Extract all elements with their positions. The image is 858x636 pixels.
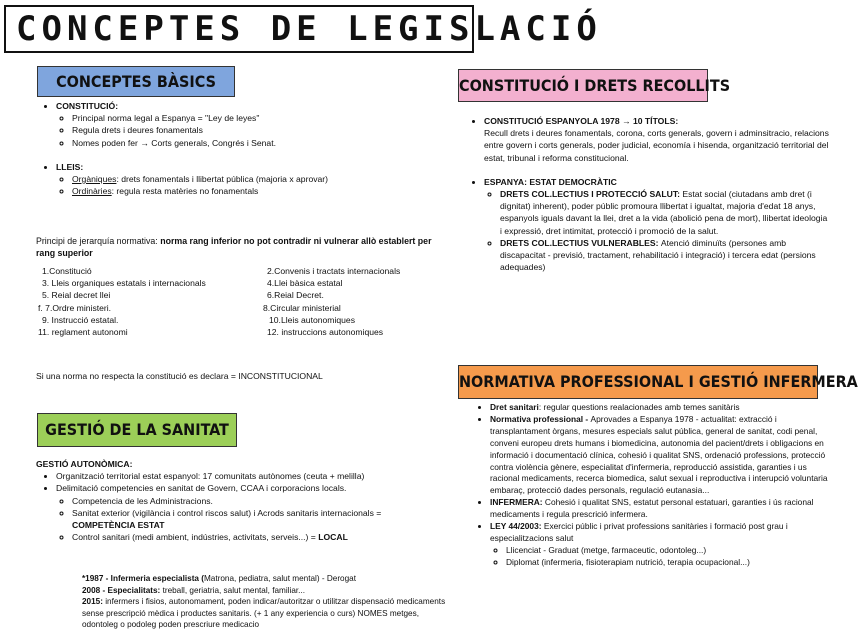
normativa-list: [476, 402, 838, 569]
list-item: • Organització territorial estat espanyol: 17 comunitats autònomes (ceuta + melilla): [56, 470, 456, 482]
ley-sublist: [490, 545, 838, 569]
item-bold: LEY 44/2003:: [490, 521, 544, 532]
hierarchy-cell: 9. Instrucció estatal.: [42, 314, 119, 325]
list-item: [56, 100, 452, 149]
item-bold: Dret sanitari: [490, 402, 539, 412]
list-item: ◦ Nomes poden fer → Corts generals, Congrés i Senat.: [72, 137, 452, 149]
hierarchy-cell: 6.Reial Decret.: [267, 290, 324, 301]
hierarchy-row: [38, 265, 458, 277]
section-header-constitucio-drets: CONSTITUCIÓ I DRETS RECOLLITS: [458, 69, 708, 102]
competencia-estat: COMPETÈNCIA ESTAT: [72, 520, 165, 531]
list-item: [490, 414, 838, 497]
conceptes-basics-content: [42, 100, 452, 197]
hierarchy-cell: 3. Lleis organiques estatals i internacionals: [42, 278, 206, 289]
lleis-label: LLEIS:: [56, 161, 84, 172]
gestio-autonomica-label: GESTIÓ AUTONÒMICA:: [36, 459, 133, 469]
list-item: ◦ Diplomat (infermeria, fisioterapiam nutrició, terapia ocupacional...): [506, 557, 838, 569]
list-item: [56, 482, 456, 543]
constitucio-sublist: [56, 112, 452, 149]
normativa-content: [476, 402, 838, 569]
list-item: [484, 176, 830, 274]
hierarchy-cell: 2.Convenis i tractats internacionals: [267, 266, 401, 276]
hierarchy-table: [38, 265, 458, 338]
constitucio-list: [470, 115, 830, 164]
note-line: [82, 585, 454, 597]
hierarchy-cell: 5. Reial decret llei: [42, 290, 111, 301]
note-bold: 2015:: [82, 597, 106, 607]
item-bold: Normativa professional -: [490, 413, 591, 424]
note-text: Matrona, pediatra, salut mental) - Derogat: [203, 574, 356, 583]
list-item: [490, 521, 838, 569]
drets-label: DRETS COL.LECTIUS I PROTECCIÓ SALUT:: [500, 189, 683, 200]
control-sanitari-text: Control sanitari (medi ambient, indústries, activitats, serveis...) =: [72, 532, 319, 543]
hierarchy-row: [38, 289, 458, 301]
organiques-text: : drets fonamentals i llibertat pública (majoria x aprovar): [116, 174, 329, 185]
hierarchy-row: [38, 314, 458, 326]
constitucio-label: CONSTITUCIÓ:: [56, 101, 119, 111]
espanya-sublist: [484, 188, 830, 273]
sanitat-notes: [82, 573, 454, 631]
hierarchy-cell: 12. instruccions autonomiques: [267, 327, 384, 338]
hierarchy-cell: 1.Constitució: [42, 266, 92, 276]
constitucio-text: Recull drets i deures fonamentals, corona, corts generals, govern i adminsitracio, relacions entre govern i corts generals, poder judicial, economía i hisenda, organització territorial del estat, tribunal i reforma constitucional.: [484, 128, 829, 163]
sanitat-exterior-text: Sanitat exterior (vigilància i control riscos salut) i Acrods sanitaris internacionals =: [72, 507, 382, 518]
hierarchy-row: [38, 326, 458, 338]
sanitat-list: [36, 470, 456, 543]
list-item: [72, 173, 452, 185]
item-text: Aprovades a Espanya 1978 - actualitat: extracció i transplantament òrgans, mesures especials salut pública, general de sanitat, codi penal, conveni europeu drets humans i biomedicina, autonomia del pacient/drets i obligacions en informació i documentació clínica, cohesió i qualitat SNS, ordenació professions, protecció contra violència gènere, especialitat d'infermeria, reproducció assistida, garanties i us racional medicaments, recerca biomedica, salut sexual i reproductiva i interupció voluntaria embaraç, protecció dades personals, regulació eutanasia...: [490, 413, 828, 496]
list-item: [72, 185, 452, 197]
lleis-list: [42, 161, 452, 198]
list-item: ◦ Llicenciat - Graduat (metge, farmaceutic, odontoleg...): [506, 545, 838, 557]
constitucio-list: [42, 100, 452, 149]
hierarchy-cell: 10.Lleis autonomiques: [269, 314, 355, 325]
list-item: [484, 115, 830, 164]
espanya-list: [470, 176, 830, 274]
note-text: treball, geriatria, salut mental, familiar...: [162, 585, 305, 595]
jerarquia-bold: norma rang inferior no pot contradir ni vulnerar allò establert per rang superior: [36, 236, 432, 259]
list-item: [56, 161, 452, 198]
vulnerables-text: Atenció diminuïts (persones amb discapacitat - previsió, tractament, rehabilitació i integració) i tercera edat (persions adequades): [500, 237, 816, 273]
item-text: Cohesió i qualitat SNS, estatut personal estatuari, garanties i ús racional medicaments i regula prescrició infermera.: [490, 497, 814, 520]
section-header-normativa-professional: NORMATIVA PROFESSIONAL I GESTIÓ INFERMERA: [458, 365, 818, 399]
section-header-conceptes-basics: CONCEPTES BÀSICS: [37, 66, 235, 97]
page-title: CONCEPTES DE LEGISLACIÓ: [4, 5, 474, 53]
espanya-label: ESPANYA: ESTAT DEMOCRÀTIC: [484, 176, 617, 187]
list-item: [500, 188, 830, 237]
hierarchy-cell: f. 7.Ordre ministeri.: [38, 302, 112, 313]
list-item: [72, 531, 456, 543]
note-text: infermers i fisios, autonomament, poden indicar/autoritzar o utilitzar dispensació medicaments sense prescripció mèdica i productes sanitaris. (+ 1 any experiencia o curs) NOMES metges, odontoleg o podoleg poden prescriure medicacio: [82, 597, 446, 630]
note-line: [82, 573, 454, 585]
list-item: [490, 402, 838, 414]
hierarchy-cell: 4.Llei bàsica estatal: [267, 278, 343, 289]
sanitat-sublist: [56, 495, 456, 544]
constitucio-content: [470, 115, 830, 273]
list-item: ◦ Regula drets i deures fonamentals: [72, 124, 452, 136]
note-line: [82, 596, 454, 631]
jerarquia-intro: Principi de jerarquía normativa:: [36, 236, 161, 246]
section-header-gestio-sanitat: GESTIÓ DE LA SANITAT: [37, 413, 237, 447]
lleis-sublist: [56, 173, 452, 197]
item-text: : regular questions realacionades amb temes sanitàris: [538, 402, 740, 412]
drets-text: Estat social (ciutadans amb dret (i dignitat) inherent), poder públic promoura llibertat i igualtat, majoria d'edat 18 anys, espanyols iguals davant la llei, dret a la vida (abolició pena de mort), llibertat ideologia i expressió, dret intimitat, protecció i promoció de la salut.: [500, 189, 828, 236]
item-bold: INFERMERA:: [490, 497, 545, 508]
note-bold: 2008 - Especialitats:: [82, 585, 163, 595]
item-text: Exercici públic i privat professions sanitàries i formació post grau i especialitzacions salut: [490, 521, 788, 543]
list-item: [72, 507, 456, 531]
constitucio-title: CONSTITUCIÓ ESPANYOLA 1978 → 10 TÍTOLS:: [484, 116, 679, 126]
ordinaries-text: : regula resta matèries no fonamentals: [111, 186, 259, 197]
hierarchy-cell: 11. reglament autonomi: [38, 327, 128, 338]
delimitacio-text: Delimitació competencies en sanitat de Govern, CCAA i corporacions locals.: [56, 483, 347, 494]
note-bold: *1987 - Infermeria especialista (: [82, 574, 204, 583]
organiques-label: Orgàniques: [72, 174, 117, 185]
vulnerables-label: DRETS COL.LECTIUS VULNERABLES:: [500, 237, 661, 248]
list-item: [490, 497, 838, 521]
list-item: [500, 237, 830, 274]
jerarquia-paragraph: [36, 235, 451, 259]
inconstitucional-note: Si una norma no respecta la constitució es declara = INCONSTITUCIONAL: [36, 371, 323, 381]
gestio-sanitat-content: [36, 458, 456, 543]
competencia-local: LOCAL: [318, 532, 348, 543]
hierarchy-row: [38, 277, 458, 289]
hierarchy-cell: 8.Circular ministerial: [263, 302, 341, 313]
hierarchy-row: [38, 302, 458, 314]
list-item: ◦ Principal norma legal a Espanya = "Ley de leyes": [72, 112, 452, 124]
list-item: ◦ Competencia de les Administracions.: [72, 495, 456, 507]
ordinaries-label: Ordinàries: [72, 186, 112, 197]
